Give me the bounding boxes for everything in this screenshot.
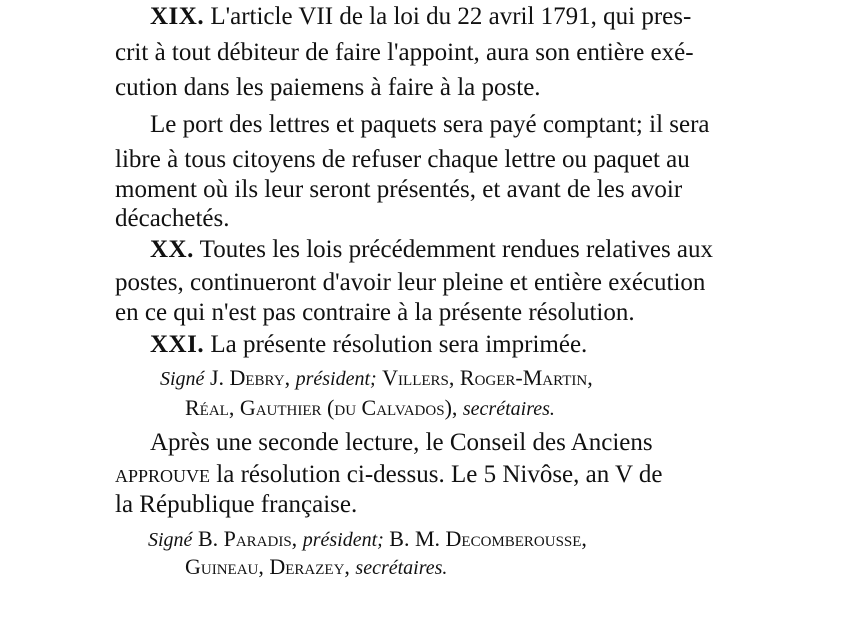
article-19-line-3: cution dans les paiemens à faire à la poste. (115, 74, 541, 101)
signature-2-secretaires-label: secrétaires. (355, 557, 448, 579)
article-20-line-2: postes, continueront d'avoir leur pleine et entière exécution (115, 269, 706, 296)
article-20-text-1: Toutes les lois précédemment rendues relatives aux (199, 236, 714, 263)
signature-1-names-1: Villers, Roger-Martin, (382, 365, 593, 390)
signature-1-names-2: Réal, Gauthier (du Calvados), (185, 395, 458, 420)
article-21-text-1: La présente résolution sera imprimée. (210, 331, 588, 358)
signature-1-president-label: président; (295, 368, 377, 390)
signature-2-president-label: président; (302, 529, 384, 551)
approval-line-2-rest: la résolution ci-dessus. Le 5 Nivôse, an V de (216, 461, 663, 488)
signature-2-line-2 (185, 552, 447, 583)
approval-line-1: Après une seconde lecture, le Conseil des Anciens (150, 429, 653, 456)
approval-line-2 (115, 460, 663, 490)
signature-1-line-2 (185, 393, 555, 424)
article-19-para2-line-3: moment où ils leur seront présentés, et avant de les avoir (115, 176, 683, 203)
article-21-line-1 (150, 330, 587, 360)
signature-2-line-1 (148, 524, 587, 555)
article-20-line-1 (150, 235, 713, 265)
article-19-text-1: L'article VII de la loi du 22 avril 1791, qui pres- (210, 3, 692, 30)
article-19-line-2: crit à tout débiteur de faire l'appoint, aura son entière exé- (115, 39, 694, 66)
signature-2-president-name: B. Paradis, (197, 526, 298, 551)
signature-1-line-1 (160, 363, 593, 394)
article-19-para2-line-1: Le port des lettres et paquets sera payé comptant; il sera (150, 111, 710, 138)
article-19-para2-line-2: libre à tous citoyens de refuser chaque lettre ou paquet au (115, 146, 690, 173)
article-19-number: XIX. (150, 3, 205, 30)
article-20-number: XX. (150, 236, 194, 263)
signature-1-secretaires-label: secrétaires. (462, 398, 555, 420)
signature-1-signe: Signé (160, 368, 205, 390)
article-19-para2-line-4: décachetés. (115, 205, 230, 232)
signature-2-names-1: B. M. Decomberousse, (389, 526, 587, 551)
signature-2-signe: Signé (148, 529, 193, 551)
signature-1-president-name: J. Debry, (209, 365, 291, 390)
signature-2-names-2: Guineau, Derazey, (185, 554, 350, 579)
article-19-line-1 (150, 2, 691, 32)
article-20-line-3: en ce qui n'est pas contraire à la présente résolution. (115, 299, 635, 326)
approval-approuve: approuve (115, 461, 211, 488)
article-21-number: XXI. (150, 331, 205, 358)
approval-line-3: la République française. (115, 491, 358, 518)
